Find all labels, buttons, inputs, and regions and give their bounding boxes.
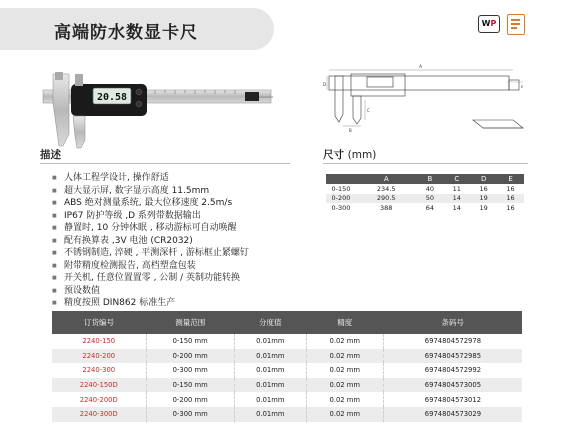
table-cell: 0.01mm	[234, 378, 306, 393]
feature-item: ■ 预设数值	[52, 285, 249, 298]
table-cell: 0.01mm	[234, 407, 306, 422]
table-cell: 40	[425, 184, 434, 193]
col-header: 测量范围	[146, 311, 234, 334]
sku-cell: 2240-150	[52, 334, 146, 349]
table-cell: 16	[497, 194, 524, 204]
feature-item: ■ 人体工程学设计, 操作舒适	[52, 172, 249, 185]
description-divider	[40, 163, 290, 164]
table-cell: 16	[479, 184, 488, 193]
col-header: A	[356, 174, 416, 184]
table-cell: 50	[416, 194, 443, 204]
sku-cell: 2240-300	[52, 363, 146, 378]
sku-cell: 2240-200	[52, 349, 146, 364]
table-cell: 6974804573005	[383, 378, 522, 393]
dimensions-title: 尺寸 (mm)	[323, 149, 377, 161]
table-cell: 0.02 mm	[306, 378, 383, 393]
label-c: C	[367, 108, 370, 113]
feature-item: ■ 开关机, 任意位置置零 , 公制 / 英制功能转换	[52, 272, 249, 285]
feature-item: ■ 精度按照 DIN862 标准生产	[52, 297, 249, 310]
sku-cell: 2240-300D	[52, 407, 146, 422]
table-cell: 290.5	[356, 194, 416, 204]
sku-cell: 2240-150D	[52, 378, 146, 393]
table-cell: 19	[470, 194, 497, 204]
table-cell: 0-150 mm	[146, 334, 234, 349]
feature-item: ■ ABS 绝对测量系统, 最大位移速度 2.5m/s	[52, 197, 249, 210]
table-cell: 6974804572978	[424, 337, 482, 346]
table-row	[326, 203, 524, 213]
feature-item: ■ 静置时, 10 分钟休眠 , 移动游标可自动唤醒	[52, 222, 249, 235]
table-cell: 16	[506, 184, 515, 193]
table-row	[52, 334, 522, 349]
table-row	[52, 363, 522, 378]
page-title: 高端防水数显卡尺	[54, 23, 198, 43]
table-row	[52, 392, 522, 407]
table-cell: 6974804572985	[383, 349, 522, 364]
feature-list	[52, 172, 249, 310]
table-cell: 0.02 mm	[306, 349, 383, 364]
table-cell: 0-300 mm	[146, 363, 234, 378]
table-cell: 6974804573012	[424, 395, 482, 404]
table-row	[52, 407, 522, 422]
table-cell: 6974804572992	[424, 366, 482, 375]
col-header: 订货编号	[52, 311, 146, 334]
label-b: B	[349, 128, 352, 133]
col-header: B	[416, 174, 443, 184]
table-cell: 0.01mm	[234, 349, 306, 364]
label-a: A	[419, 65, 423, 70]
label-d: D	[323, 82, 327, 87]
table-cell: 0.01mm	[234, 334, 306, 349]
feature-item: ■ 超大显示屏, 数字显示高度 11.5mm	[52, 185, 249, 198]
col-header: E	[497, 174, 524, 184]
table-row	[326, 194, 524, 204]
document-icon	[507, 14, 525, 35]
table-cell: 0-300 mm	[146, 407, 234, 422]
col-header: C	[443, 174, 470, 184]
feature-item: ■ 附带精度检测报告, 高档塑盒包装	[52, 260, 249, 273]
col-header: 精度	[306, 311, 383, 334]
table-cell: 6974804573029	[383, 407, 522, 422]
table-cell: 0-200 mm	[146, 349, 234, 364]
table-cell: 0-200 mm	[146, 392, 234, 407]
table-row	[52, 349, 522, 364]
feature-item: ■ IP67 防护等级 ,D 系列带数据输出	[52, 210, 249, 223]
table-cell: 0.02 mm	[306, 334, 383, 349]
table-cell: 16	[506, 203, 515, 212]
caliper-photo	[35, 60, 275, 150]
table-cell: 0.01mm	[234, 363, 306, 378]
label-e: E	[521, 85, 524, 89]
feature-item: ■ 配有换算表 ,3V 电池 (CR2032)	[52, 235, 249, 248]
col-header	[326, 174, 356, 184]
sku-cell: 2240-200D	[52, 392, 146, 407]
table-cell: 0-150	[331, 184, 351, 193]
table-cell: 64	[425, 203, 434, 212]
order-table-header	[52, 311, 522, 334]
brand-logo: WP	[478, 15, 500, 33]
table-row	[52, 378, 522, 393]
dimension-drawing	[323, 62, 528, 140]
description-title: 描述	[40, 149, 61, 161]
display-reading: 20.58	[96, 92, 128, 103]
table-cell: 0-300	[331, 203, 351, 212]
table-cell: 0.02 mm	[306, 363, 383, 378]
table-cell: 14	[452, 203, 461, 212]
dimension-table	[326, 174, 524, 213]
feature-item: ■ 不锈钢制造, 淬硬 , 平测深杆 , 游标框止紧螺钉	[52, 247, 249, 260]
table-cell: 14	[443, 194, 470, 204]
table-cell: 0-200	[326, 194, 356, 204]
table-cell: 0.02 mm	[306, 392, 383, 407]
dimensions-divider	[323, 163, 528, 164]
table-cell: 11	[452, 184, 461, 193]
col-header: 条码号	[383, 311, 522, 334]
table-cell: 0.02 mm	[306, 407, 383, 422]
col-header: D	[470, 174, 497, 184]
col-header: 分度值	[234, 311, 306, 334]
table-row	[326, 184, 524, 194]
order-table	[52, 311, 522, 422]
table-cell: 234.5	[376, 184, 396, 193]
table-cell: 0-150 mm	[146, 378, 234, 393]
dimension-table-header	[326, 174, 524, 184]
table-cell: 388	[380, 203, 393, 212]
table-cell: 0.01mm	[234, 392, 306, 407]
table-cell: 19	[479, 203, 488, 212]
